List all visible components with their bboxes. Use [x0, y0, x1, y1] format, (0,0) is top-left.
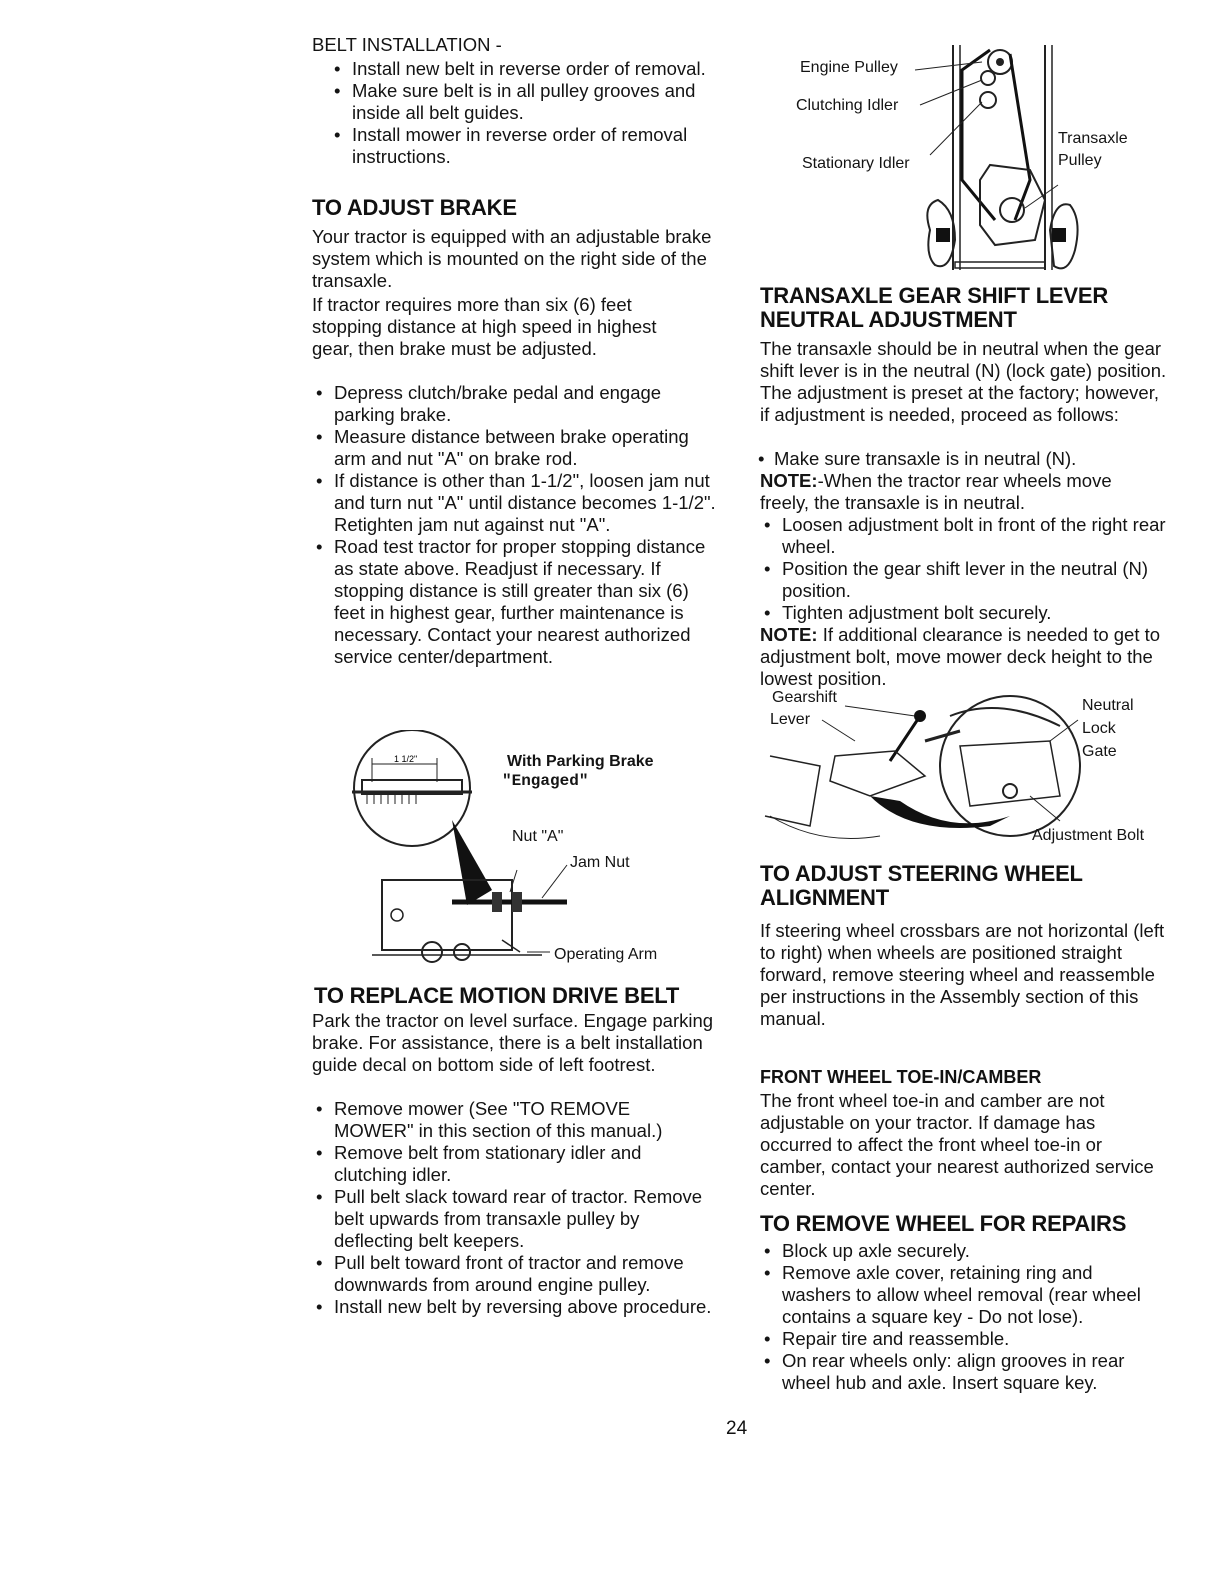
steering-heading-1: TO ADJUST STEERING WHEEL	[760, 861, 1083, 886]
gear-shift-note-2: NOTE: If additional clearance is needed to get to adjustment bolt, move mower deck height to the lowest position.	[760, 624, 1161, 689]
adjust-brake-intro-2: If tractor requires more than six (6) feet stopping distance at high speed in highest gear, then brake must be adjusted.	[312, 294, 657, 359]
list-item: • Block up axle securely.	[764, 1240, 970, 1261]
list-item: • Measure distance between brake operating arm and nut "A" on brake rod.	[316, 426, 689, 469]
steering-text: If steering wheel crossbars are not horizontal (left to right) when wheels are positioned straight forward, remove steering wheel and reassemble per instructions in the Assembly section of this manual.	[760, 920, 1165, 1029]
gear-shift-intro: The transaxle should be in neutral when the gear shift lever is in the neutral (N) (lock gate) position. The adjustment is preset at the factory; however, if adjustment is needed, proceed as follows:	[760, 338, 1167, 425]
gearshift-figure	[760, 686, 1170, 856]
list-item: • Loosen adjustment bolt in front of the right rear wheel.	[764, 514, 1166, 557]
list-item: • Make sure belt is in all pulley grooves and inside all belt guides.	[334, 80, 696, 123]
brake-figure	[342, 730, 722, 975]
list-item: • Remove mower (See "TO REMOVE MOWER" in this section of this manual.)	[316, 1098, 663, 1141]
list-item: • Install new belt by reversing above procedure.	[316, 1296, 712, 1317]
label-gearshift: Gearshift	[772, 689, 837, 706]
belt-installation-heading: BELT INSTALLATION -	[312, 34, 502, 55]
label-lever: Lever	[770, 711, 811, 728]
belt-routing-figure	[790, 40, 1180, 280]
list-item: • Repair tire and reassemble.	[764, 1328, 1010, 1349]
remove-wheel-heading: TO REMOVE WHEEL FOR REPAIRS	[760, 1211, 1127, 1236]
adjust-brake-heading: TO ADJUST BRAKE	[312, 195, 517, 220]
list-item: • Remove axle cover, retaining ring and washers to allow wheel removal (rear wheel contains a square key - Do not lose).	[764, 1262, 1141, 1327]
dimension-label: 1 1/2"	[394, 754, 418, 764]
list-item: • Pull belt toward front of tractor and remove downwards from around engine pulley.	[316, 1252, 684, 1295]
label-adjustment-bolt: Adjustment Bolt	[1032, 827, 1145, 844]
gear-shift-heading-1: TRANSAXLE GEAR SHIFT LEVER	[760, 283, 1109, 308]
label-engine-pulley: Engine Pulley	[800, 59, 898, 76]
list-item: • Remove belt from stationary idler and clutching idler.	[316, 1142, 642, 1185]
remove-wheel-list	[760, 1240, 1165, 1394]
list-item: • If distance is other than 1-1/2", loosen jam nut and turn nut "A" until distance becomes 1-1/2". Retighten jam nut against nut "A".	[316, 470, 716, 535]
motion-belt-list	[312, 1098, 712, 1318]
label-operating-arm: Operating Arm	[554, 946, 658, 963]
motion-belt-heading: TO REPLACE MOTION DRIVE BELT	[314, 983, 680, 1008]
list-item: • On rear wheels only: align grooves in rear wheel hub and axle. Insert square key.	[764, 1350, 1125, 1393]
label-jam-nut: Jam Nut	[570, 854, 630, 871]
list-item: • Position the gear shift lever in the neutral (N) position.	[764, 558, 1149, 601]
gear-shift-first-list	[756, 448, 1166, 470]
label-lock: Lock	[1082, 720, 1116, 737]
label-gate: Gate	[1082, 743, 1117, 760]
list-item: • Pull belt slack toward rear of tractor. Remove belt upwards from transaxle pulley by deflecting belt keepers.	[316, 1186, 703, 1251]
label-transaxle: Transaxle	[1058, 130, 1128, 147]
toe-in-text: The front wheel toe-in and camber are not adjustable on your tractor. If damage has occurred to affect the front wheel toe-in or camber, contact your nearest authorized service center.	[760, 1090, 1154, 1199]
label-clutching-idler: Clutching Idler	[796, 97, 899, 114]
adjust-brake-intro: Your tractor is equipped with an adjustable brake system which is mounted on the right side of the transaxle.	[312, 226, 712, 291]
gear-shift-note-1: NOTE:-When the tractor rear wheels move freely, the transaxle is in neutral.	[760, 470, 1112, 513]
gear-shift-heading-2: NEUTRAL ADJUSTMENT	[760, 307, 1017, 332]
list-item: • Make sure transaxle is in neutral (N).	[758, 448, 1077, 469]
label-nut-a: Nut "A"	[512, 828, 564, 845]
gear-shift-list	[760, 514, 1170, 624]
label-neutral: Neutral	[1082, 697, 1134, 714]
belt-installation-list	[330, 58, 730, 168]
list-item: • Tighten adjustment bolt securely.	[764, 602, 1052, 623]
motion-belt-intro: Park the tractor on level surface. Engage parking brake. For assistance, there is a belt installation guide decal on bottom side of left footrest.	[312, 1010, 714, 1075]
page-number: 24	[726, 1418, 748, 1439]
label-engaged: "Engaged"	[502, 772, 589, 790]
label-stationary-idler: Stationary Idler	[802, 155, 910, 172]
list-item: • Install new belt in reverse order of removal.	[334, 58, 706, 79]
toe-in-heading: FRONT WHEEL TOE-IN/CAMBER	[760, 1067, 1042, 1087]
list-item: • Install mower in reverse order of removal instructions.	[334, 124, 688, 167]
label-pulley: Pulley	[1058, 152, 1102, 169]
steering-heading-2: ALIGNMENT	[760, 885, 889, 910]
label-with-parking-brake: With Parking Brake	[507, 753, 654, 770]
adjust-brake-list	[312, 382, 722, 668]
list-item: • Depress clutch/brake pedal and engage parking brake.	[316, 382, 662, 425]
list-item: • Road test tractor for proper stopping distance as state above. Readjust if necessary. If stopping distance is still greater than six (6) feet in highest gear, further maintenance is necessary. Contact your nearest authorized service center/department.	[316, 536, 706, 667]
